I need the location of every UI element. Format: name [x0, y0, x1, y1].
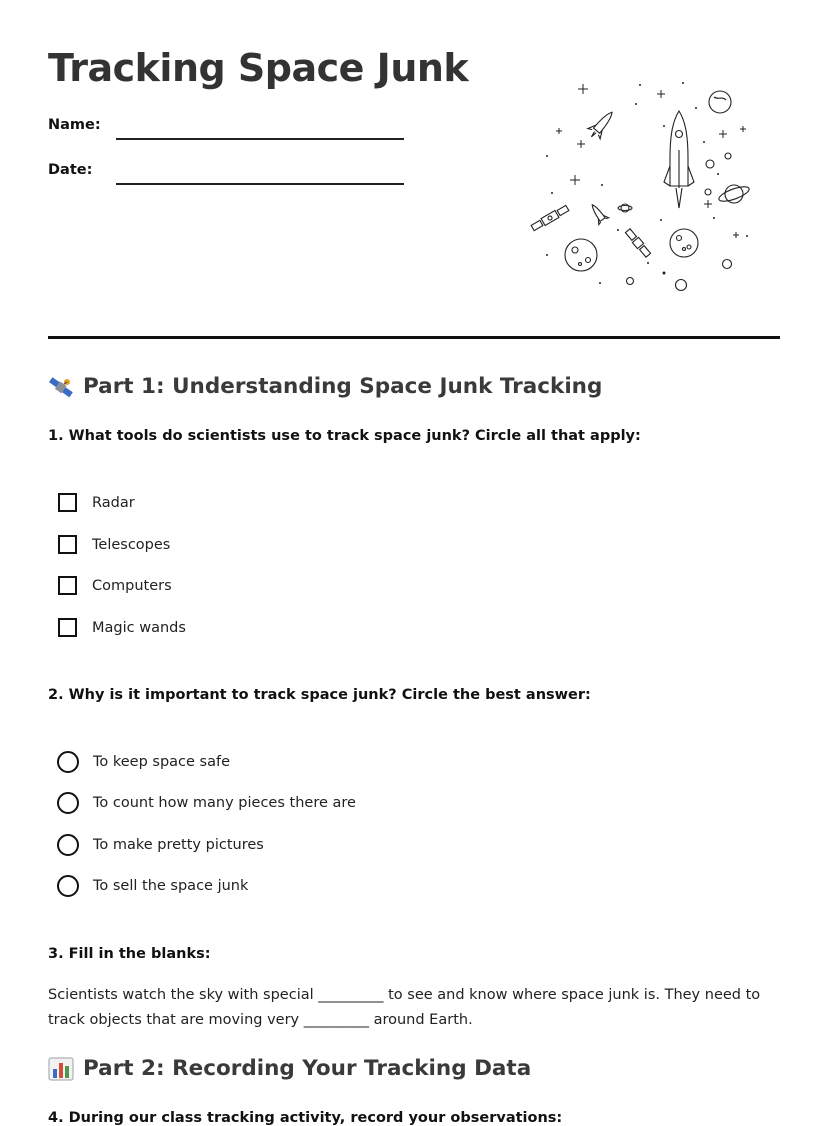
question-2: 2. Why is it important to track space junk? Circle the best answer: [48, 687, 591, 703]
moon-icon [706, 160, 714, 168]
option-label: Telescopes [92, 536, 171, 553]
moon-icon [676, 280, 687, 291]
name-label: Name: [48, 117, 101, 133]
option-label: Computers [92, 577, 172, 594]
checkbox[interactable] [58, 493, 77, 512]
name-field[interactable] [116, 138, 404, 140]
radio-button[interactable] [57, 875, 79, 897]
radio-option-sell-junk[interactable] [58, 875, 248, 897]
radio-button[interactable] [57, 792, 79, 814]
option-label: To keep space safe [93, 754, 231, 770]
date-field[interactable] [116, 183, 404, 185]
radio-button[interactable] [57, 751, 79, 773]
option-label: Magic wands [92, 619, 186, 636]
option-label: To sell the space junk [93, 878, 249, 894]
radio-option-pretty-pictures[interactable] [58, 834, 264, 856]
section-divider [48, 336, 780, 339]
checkbox[interactable] [58, 576, 77, 595]
satellite-icon [625, 228, 652, 258]
date-label: Date: [48, 162, 93, 178]
small-rocket-icon [587, 201, 608, 224]
question-1: 1. What tools do scientists use to track space junk? Circle all that apply: [48, 428, 641, 444]
radio-option-count-pieces[interactable] [58, 792, 356, 814]
question-3: 3. Fill in the blanks: [48, 946, 211, 962]
fill-in-blank-text: Scientists watch the sky with special _________ to see and know where space junk is. They need to track objects that are moving very _________ around Earth. [48, 987, 761, 1028]
option-label: To make pretty pictures [93, 837, 264, 853]
checkbox-option-magic-wands[interactable] [58, 618, 186, 637]
page-title: Tracking Space Junk [48, 46, 469, 90]
option-label: To count how many pieces there are [93, 795, 356, 811]
space-illustration [528, 78, 756, 296]
bar-chart-icon [48, 1057, 76, 1081]
moon-icon [705, 189, 711, 195]
option-label: Radar [92, 494, 135, 511]
moon-icon [723, 260, 732, 269]
question-4: 4. During our class tracking activity, record your observations: [48, 1110, 563, 1126]
ringed-planet-icon [717, 184, 750, 204]
satellite-icon [531, 205, 570, 232]
planet-icon [709, 91, 731, 113]
part1-heading [48, 374, 602, 399]
rocket-icon [664, 111, 694, 208]
asteroid-icon [627, 278, 634, 285]
satellite-icon [48, 375, 76, 399]
radio-option-keep-space-safe[interactable] [58, 751, 230, 773]
part2-heading [48, 1056, 531, 1081]
checkbox-option-computers[interactable] [58, 576, 172, 595]
planet-icon [670, 229, 698, 257]
checkbox[interactable] [58, 618, 77, 637]
part1-heading-text: Part 1: Understanding Space Junk Tracking [83, 374, 603, 399]
part2-heading-text: Part 2: Recording Your Tracking Data [83, 1056, 532, 1081]
planet-icon [565, 239, 597, 271]
checkbox[interactable] [58, 535, 77, 554]
checkbox-option-radar[interactable] [58, 493, 135, 512]
moon-icon [725, 153, 731, 159]
checkbox-option-telescopes[interactable] [58, 535, 170, 554]
small-rocket-icon [585, 107, 618, 142]
star-icon [556, 84, 746, 238]
radio-button[interactable] [57, 834, 79, 856]
ringed-planet-icon [618, 204, 632, 212]
